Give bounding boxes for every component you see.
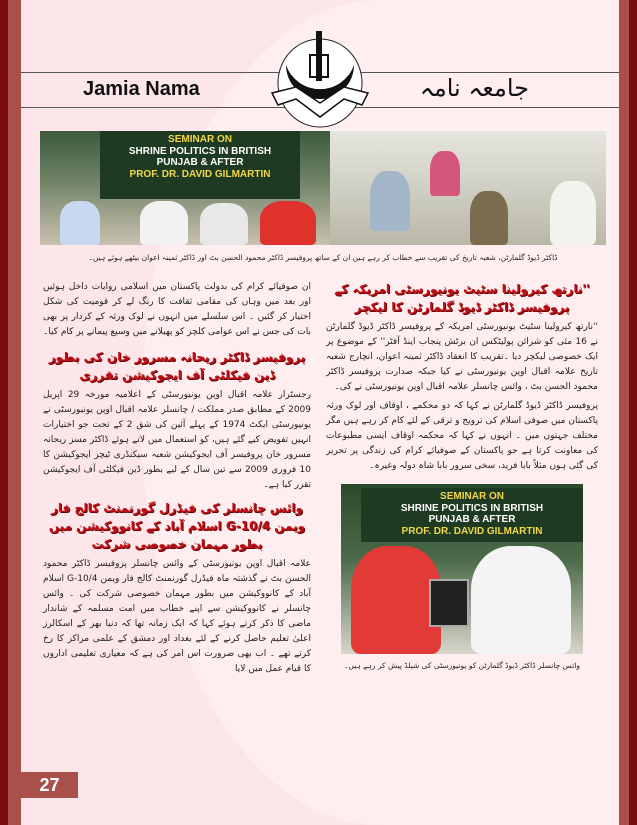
left-column: [39, 280, 311, 798]
seminar-banner: SEMINAR ON SHRINE POLITICS IN BRITISH PUNJAB & AFTER PROF. DR. DAVID GILMARTIN: [100, 131, 300, 199]
seminar-photo-caption: ڈاکٹر ڈیوڈ گلمارٹن، شعبہ تاریخ کی تقریب سے خطاب کر رہے ہیں ان کے ساتھ پروفیسر ڈاکٹر محمود الحسن بٹ اور ڈاکٹر ثمینہ اعوان بیٹھے ہوئے ہیں۔: [88, 253, 558, 262]
left-border-band: [8, 0, 21, 825]
right-column: [326, 280, 598, 671]
left-border: [0, 0, 8, 825]
article-paragraph: پروفیسر ڈاکٹر ڈیوڈ گلمارٹن نے کہا کہ دو محکمے ، اوقاف اور لوک ورثہ پاکستان میں صوفی اسلام کی ترویج و ترقی کے لئے کام کر رہے ہیں مگر مختلف جہتوں میں ۔ انہوں نے کہا کہ محکمہ اوقاف ایسی مطبوعات کی معاونت کرتا ہے جو پاکستان کے صوفیائے کرام کی زندگی پر تحریر کی گئی ہوں مثلاً بابا فرید، سخی سرور بابا شاہ دولہ وغیرہ۔: [326, 401, 598, 471]
article-heading-dean-appointment: پروفیسر ڈاکٹر ریحانہ مسرور خان کی بطور ڈین فیکلٹی آف ایجوکیشن تقرری: [48, 350, 306, 382]
article-paragraph: رجسٹرار علامہ اقبال اوپن یونیورسٹی کے اعلامیہ مورخہ 29 اپریل 2009 کے مطابق صدر مملکت / چانسلر علامہ اقبال اوپن یونیورسٹی نے یونیورسٹی ایکٹ 1974 کے پہلے آئین کی شق 2 کے تحت جو اختیارات انہیں تفویض کیے گئے ہیں، کو استعمال میں لاتے ہوئے ڈاکٹر مسز ریحانہ مسرور خان پروفیسر آف ایجوکیشن شعبہ سیکنڈری ٹیچر ایجوکیشن کا 10 فروری 2009 سے تین سال کے لیے بطور ڈین فیکلٹی آف ایجوکیشن تقرر کیا ہے۔: [43, 390, 311, 490]
page-number: 27: [21, 772, 78, 798]
university-logo: [266, 25, 374, 133]
article-paragraph: علامہ اقبال اوپن یونیورسٹی کے وائس چانسلر پروفیسر ڈاکٹر محمود الحسن بٹ نے گذشتہ ماہ فیڈرل گورنمنٹ کالج فار ویمن G-10/4 اسلام آباد کے کانووکیشن میں بطور مہمان خصوصی شرکت کی ۔ وائس چانسلر نے کانووکیشن سے اپنے خطاب میں امت مسلمہ کے شاندار ماضی کا ذکر کرتے ہوئے کہا کہ ایک زمانہ تھا کہ دنیا بھر کے اسکالرز اعلیٰ تعلیم حاصل کرنے کے لئے بغداد اور دمشق کے علمی مراکز کا رخ کرتے تھے ۔ اب بھی ضرورت اس امر کی ہے کہ معیاری تعلیمی اداروں کا قیام عمل میں لایا: [43, 559, 311, 674]
article-heading-convocation: وائس چانسلر کی فیڈرل گورنمنٹ کالج فار ویمن G-10/4 اسلام آباد کے کانووکیشن میں بطور مہمان خصوصی شرکت: [48, 501, 306, 551]
right-border: [629, 0, 637, 825]
article-paragraph: ان صوفیائے کرام کی بدولت پاکستان میں اسلامی روایات داخل ہوئیں اور بعد میں وہاں کی مقامی ثقافت کا رنگ لے کر قومیت کی شکل اختیار کر گئیں ۔ اس سلسلے میں انہوں نے لوک ورثہ کے کردار پر بھی بات کی جس نے اس عوامی کلچر کو پھیلانے میں وسیع پیمانے پر کام کیا۔: [42, 282, 311, 337]
page: [21, 0, 619, 825]
right-border-band: [619, 0, 629, 825]
article-heading-lecture: ''نارتھ کیرولینا سٹیٹ یونیورسٹی امریکہ کے پروفیسر ڈاکٹر ڈیوڈ گلمارٹن کا لیکچر: [334, 282, 590, 314]
article-paragraph: ''نارتھ کیرولینا سٹیٹ یونیورسٹی امریکہ کے پروفیسر ڈاکٹر ڈیوڈ گلمارٹن نے 16 مئی کو شرائن پولیٹکس ان برٹش پنجاب اینڈ آفٹر'' کے موضوع پر ایک خصوصی لیکچر دیا ۔تقریب کا انعقاد ڈاکٹر ثمینہ اعوان، انچارج شعبہ تاریخ علامہ اقبال اوپن یونیورسٹی نے کیا جبکہ صدارت پروفیسر ڈاکٹر محمود الحسن بٹ ، وائس چانسلر علامہ اقبال اوپن یونیورسٹی نے کی۔: [326, 322, 599, 392]
shield-presentation-photo: SEMINAR ON SHRINE POLITICS IN BRITISH PUNJAB & AFTER PROF. DR. DAVID GILMARTIN: [341, 484, 583, 654]
magazine-title-urdu: جامعہ نامہ: [419, 74, 529, 102]
shield-photo-caption: وائس چانسلر ڈاکٹر ڈیوڈ گلمارٹن کو یونیورسٹی کی شیلڈ پیش کر رہے ہیں۔: [343, 661, 581, 670]
magazine-title-english: Jamia Nama: [83, 78, 200, 100]
seminar-photo: [40, 131, 606, 245]
